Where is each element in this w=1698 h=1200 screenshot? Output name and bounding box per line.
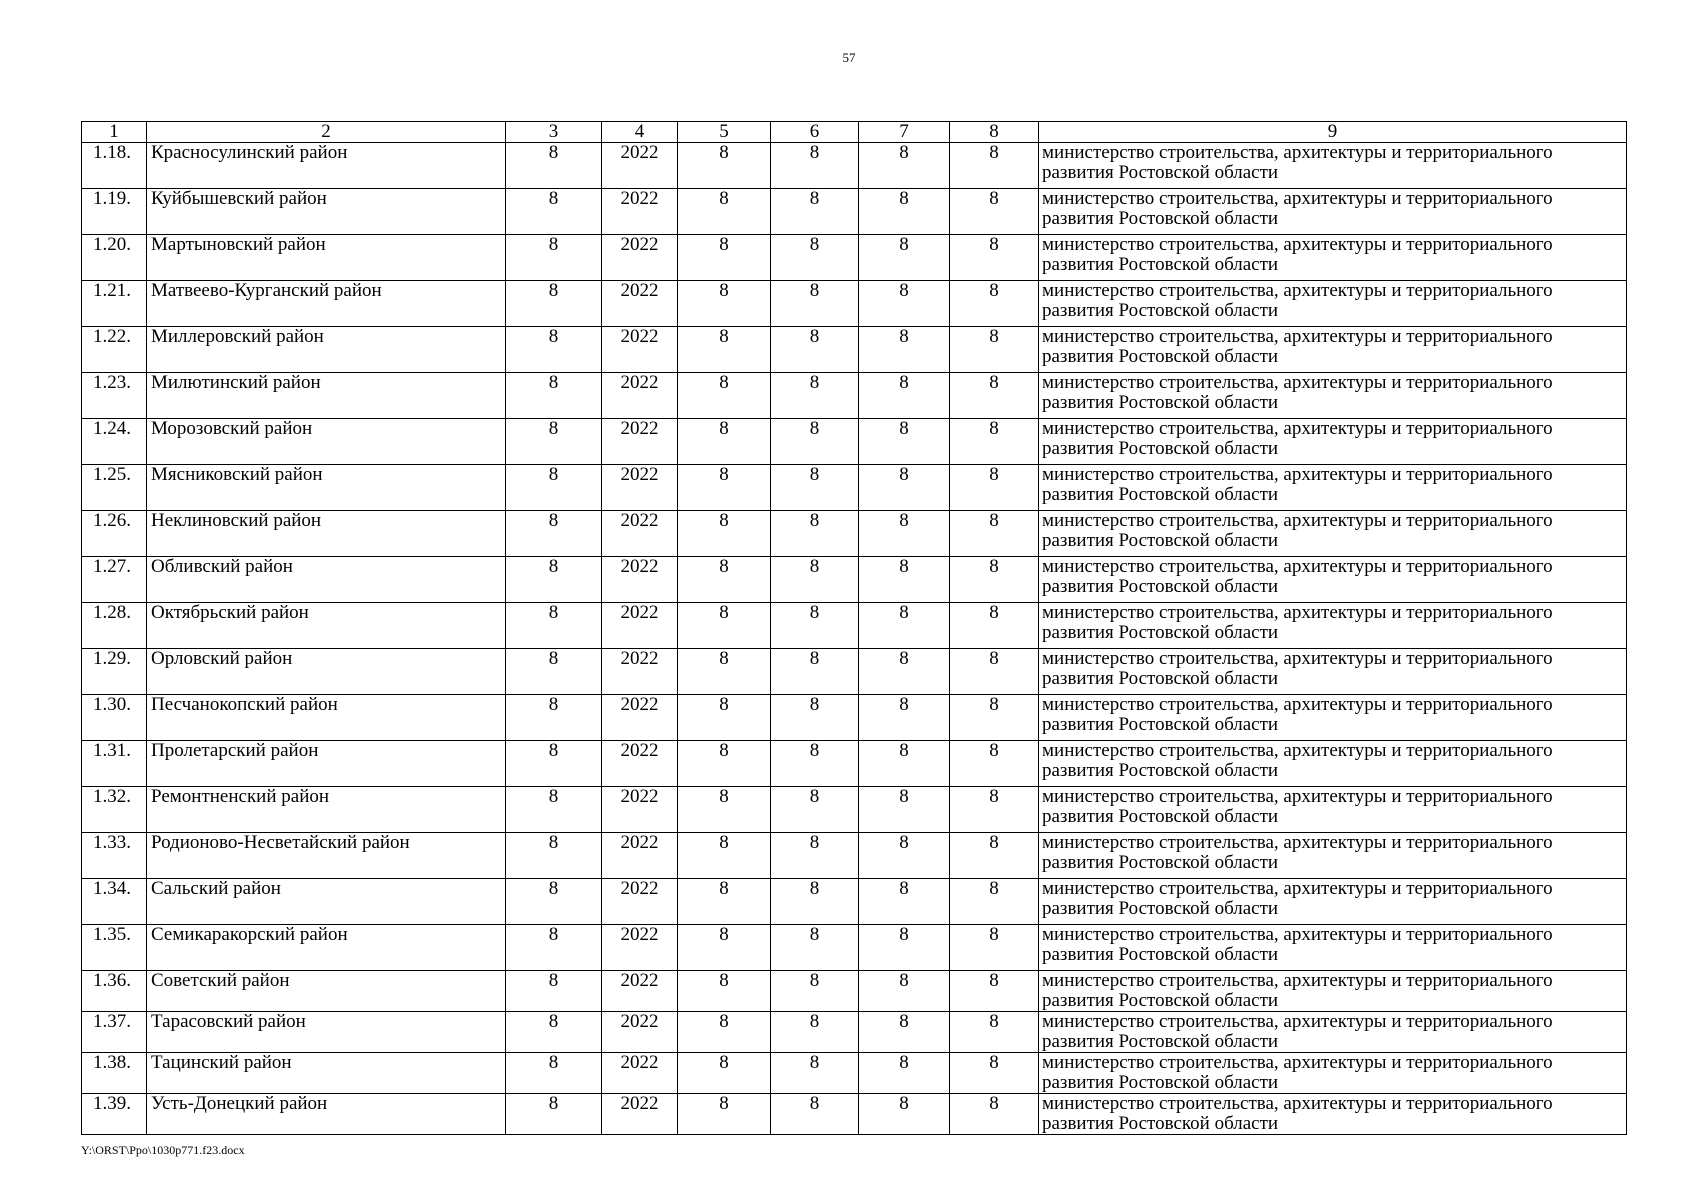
value-cell-col7: 8	[859, 695, 950, 741]
district-name-cell: Куйбышевский район	[147, 189, 506, 235]
value-cell-col7: 8	[859, 971, 950, 1012]
value-cell-col5: 8	[678, 511, 771, 557]
value-cell-col3: 8	[506, 1094, 602, 1135]
value-cell-col3: 8	[506, 741, 602, 787]
row-number-cell: 1.28.	[82, 603, 147, 649]
district-name-cell: Мартыновский район	[147, 235, 506, 281]
value-cell-col3: 8	[506, 143, 602, 189]
value-cell-col7: 8	[859, 925, 950, 971]
row-number-cell: 1.35.	[82, 925, 147, 971]
responsible-cell: министерство строительства, архитектуры и территориального развития Ростовской области	[1039, 327, 1627, 373]
footer-file-path: Y:\ORST\Ppo\1030p771.f23.docx	[81, 1143, 245, 1157]
responsible-cell: министерство строительства, архитектуры и территориального развития Ростовской области	[1039, 741, 1627, 787]
value-cell-col3: 8	[506, 787, 602, 833]
responsible-cell: министерство строительства, архитектуры и территориального развития Ростовской области	[1039, 1012, 1627, 1053]
value-cell-col3: 8	[506, 189, 602, 235]
table-row	[82, 281, 1627, 327]
value-cell-col8: 8	[950, 465, 1039, 511]
value-cell-col6: 8	[771, 1053, 859, 1094]
value-cell-col8: 8	[950, 787, 1039, 833]
value-cell-col3: 8	[506, 327, 602, 373]
value-cell-col8: 8	[950, 557, 1039, 603]
value-cell-col8: 8	[950, 419, 1039, 465]
value-cell-col5: 8	[678, 1053, 771, 1094]
value-cell-col8: 8	[950, 143, 1039, 189]
row-number-cell: 1.21.	[82, 281, 147, 327]
value-cell-col5: 8	[678, 925, 771, 971]
year-cell: 2022	[602, 281, 678, 327]
value-cell-col7: 8	[859, 143, 950, 189]
data-table	[81, 121, 1627, 1135]
row-number-cell: 1.32.	[82, 787, 147, 833]
value-cell-col8: 8	[950, 373, 1039, 419]
value-cell-col3: 8	[506, 373, 602, 419]
value-cell-col5: 8	[678, 419, 771, 465]
value-cell-col8: 8	[950, 281, 1039, 327]
value-cell-col5: 8	[678, 695, 771, 741]
value-cell-col6: 8	[771, 603, 859, 649]
responsible-cell: министерство строительства, архитектуры и территориального развития Ростовской области	[1039, 879, 1627, 925]
value-cell-col8: 8	[950, 695, 1039, 741]
responsible-cell: министерство строительства, архитектуры и территориального развития Ростовской области	[1039, 189, 1627, 235]
table-row	[82, 189, 1627, 235]
row-number-cell: 1.18.	[82, 143, 147, 189]
value-cell-col8: 8	[950, 189, 1039, 235]
value-cell-col7: 8	[859, 419, 950, 465]
responsible-cell: министерство строительства, архитектуры и территориального развития Ростовской области	[1039, 925, 1627, 971]
district-name-cell: Советский район	[147, 971, 506, 1012]
row-number-cell: 1.33.	[82, 833, 147, 879]
value-cell-col3: 8	[506, 833, 602, 879]
value-cell-col6: 8	[771, 143, 859, 189]
responsible-cell: министерство строительства, архитектуры и территориального развития Ростовской области	[1039, 787, 1627, 833]
value-cell-col8: 8	[950, 603, 1039, 649]
responsible-cell: министерство строительства, архитектуры и территориального развития Ростовской области	[1039, 1094, 1627, 1135]
table-row	[82, 465, 1627, 511]
value-cell-col6: 8	[771, 1094, 859, 1135]
row-number-cell: 1.29.	[82, 649, 147, 695]
district-name-cell: Усть-Донецкий район	[147, 1094, 506, 1135]
responsible-cell: министерство строительства, архитектуры и территориального развития Ростовской области	[1039, 281, 1627, 327]
row-number-cell: 1.27.	[82, 557, 147, 603]
column-header-4: 4	[602, 122, 678, 143]
table-row	[82, 879, 1627, 925]
district-name-cell: Матвеево-Курганский район	[147, 281, 506, 327]
value-cell-col6: 8	[771, 879, 859, 925]
table-row	[82, 1094, 1627, 1135]
value-cell-col8: 8	[950, 1053, 1039, 1094]
value-cell-col3: 8	[506, 419, 602, 465]
year-cell: 2022	[602, 603, 678, 649]
row-number-cell: 1.20.	[82, 235, 147, 281]
district-name-cell: Сальский район	[147, 879, 506, 925]
column-header-9: 9	[1039, 122, 1627, 143]
row-number-cell: 1.37.	[82, 1012, 147, 1053]
column-header-8: 8	[950, 122, 1039, 143]
row-number-cell: 1.34.	[82, 879, 147, 925]
district-name-cell: Милютинский район	[147, 373, 506, 419]
row-number-cell: 1.25.	[82, 465, 147, 511]
value-cell-col5: 8	[678, 649, 771, 695]
value-cell-col6: 8	[771, 189, 859, 235]
value-cell-col7: 8	[859, 327, 950, 373]
value-cell-col3: 8	[506, 511, 602, 557]
value-cell-col5: 8	[678, 741, 771, 787]
district-name-cell: Тацинский район	[147, 1053, 506, 1094]
year-cell: 2022	[602, 1012, 678, 1053]
year-cell: 2022	[602, 235, 678, 281]
value-cell-col5: 8	[678, 879, 771, 925]
responsible-cell: министерство строительства, архитектуры и территориального развития Ростовской области	[1039, 235, 1627, 281]
value-cell-col5: 8	[678, 557, 771, 603]
value-cell-col6: 8	[771, 971, 859, 1012]
district-name-cell: Ремонтненский район	[147, 787, 506, 833]
district-name-cell: Октябрьский район	[147, 603, 506, 649]
value-cell-col6: 8	[771, 833, 859, 879]
responsible-cell: министерство строительства, архитектуры и территориального развития Ростовской области	[1039, 1053, 1627, 1094]
value-cell-col6: 8	[771, 327, 859, 373]
table-row	[82, 1053, 1627, 1094]
value-cell-col6: 8	[771, 235, 859, 281]
value-cell-col3: 8	[506, 879, 602, 925]
year-cell: 2022	[602, 327, 678, 373]
value-cell-col6: 8	[771, 465, 859, 511]
row-number-cell: 1.31.	[82, 741, 147, 787]
value-cell-col7: 8	[859, 1094, 950, 1135]
value-cell-col7: 8	[859, 833, 950, 879]
district-name-cell: Песчанокопский район	[147, 695, 506, 741]
row-number-cell: 1.24.	[82, 419, 147, 465]
value-cell-col7: 8	[859, 1053, 950, 1094]
responsible-cell: министерство строительства, архитектуры и территориального развития Ростовской области	[1039, 373, 1627, 419]
responsible-cell: министерство строительства, архитектуры и территориального развития Ростовской области	[1039, 971, 1627, 1012]
year-cell: 2022	[602, 143, 678, 189]
value-cell-col5: 8	[678, 189, 771, 235]
year-cell: 2022	[602, 833, 678, 879]
page-number: 57	[842, 50, 856, 65]
value-cell-col6: 8	[771, 925, 859, 971]
table-row	[82, 511, 1627, 557]
row-number-cell: 1.22.	[82, 327, 147, 373]
value-cell-col6: 8	[771, 557, 859, 603]
value-cell-col6: 8	[771, 649, 859, 695]
value-cell-col8: 8	[950, 971, 1039, 1012]
year-cell: 2022	[602, 879, 678, 925]
year-cell: 2022	[602, 741, 678, 787]
row-number-cell: 1.36.	[82, 971, 147, 1012]
value-cell-col6: 8	[771, 695, 859, 741]
value-cell-col8: 8	[950, 1094, 1039, 1135]
value-cell-col8: 8	[950, 235, 1039, 281]
value-cell-col6: 8	[771, 1012, 859, 1053]
district-name-cell: Обливский район	[147, 557, 506, 603]
value-cell-col5: 8	[678, 235, 771, 281]
table-row	[82, 235, 1627, 281]
value-cell-col7: 8	[859, 235, 950, 281]
district-name-cell: Орловский район	[147, 649, 506, 695]
table-row	[82, 649, 1627, 695]
district-name-cell: Миллеровский район	[147, 327, 506, 373]
district-name-cell: Тарасовский район	[147, 1012, 506, 1053]
value-cell-col5: 8	[678, 465, 771, 511]
value-cell-col5: 8	[678, 373, 771, 419]
district-name-cell: Морозовский район	[147, 419, 506, 465]
value-cell-col3: 8	[506, 1053, 602, 1094]
table-row	[82, 557, 1627, 603]
table-row	[82, 695, 1627, 741]
table-header-row	[82, 122, 1627, 143]
year-cell: 2022	[602, 1094, 678, 1135]
value-cell-col7: 8	[859, 281, 950, 327]
year-cell: 2022	[602, 373, 678, 419]
value-cell-col3: 8	[506, 649, 602, 695]
value-cell-col5: 8	[678, 833, 771, 879]
column-header-2: 2	[147, 122, 506, 143]
table-row	[82, 787, 1627, 833]
responsible-cell: министерство строительства, архитектуры и территориального развития Ростовской области	[1039, 557, 1627, 603]
district-name-cell: Мясниковский район	[147, 465, 506, 511]
column-header-7: 7	[859, 122, 950, 143]
table-row	[82, 327, 1627, 373]
row-number-cell: 1.30.	[82, 695, 147, 741]
column-header-1: 1	[82, 122, 147, 143]
value-cell-col7: 8	[859, 741, 950, 787]
responsible-cell: министерство строительства, архитектуры и территориального развития Ростовской области	[1039, 603, 1627, 649]
value-cell-col3: 8	[506, 465, 602, 511]
year-cell: 2022	[602, 557, 678, 603]
value-cell-col8: 8	[950, 879, 1039, 925]
year-cell: 2022	[602, 465, 678, 511]
table-row	[82, 373, 1627, 419]
responsible-cell: министерство строительства, архитектуры и территориального развития Ростовской области	[1039, 833, 1627, 879]
value-cell-col6: 8	[771, 373, 859, 419]
value-cell-col3: 8	[506, 1012, 602, 1053]
value-cell-col7: 8	[859, 879, 950, 925]
value-cell-col3: 8	[506, 281, 602, 327]
value-cell-col7: 8	[859, 465, 950, 511]
value-cell-col3: 8	[506, 235, 602, 281]
value-cell-col7: 8	[859, 649, 950, 695]
column-header-3: 3	[506, 122, 602, 143]
table-row	[82, 741, 1627, 787]
value-cell-col5: 8	[678, 1094, 771, 1135]
responsible-cell: министерство строительства, архитектуры и территориального развития Ростовской области	[1039, 419, 1627, 465]
value-cell-col8: 8	[950, 925, 1039, 971]
district-name-cell: Семикаракорский район	[147, 925, 506, 971]
value-cell-col7: 8	[859, 557, 950, 603]
responsible-cell: министерство строительства, архитектуры и территориального развития Ростовской области	[1039, 695, 1627, 741]
row-number-cell: 1.19.	[82, 189, 147, 235]
table-row	[82, 143, 1627, 189]
value-cell-col5: 8	[678, 603, 771, 649]
value-cell-col3: 8	[506, 695, 602, 741]
value-cell-col6: 8	[771, 741, 859, 787]
value-cell-col6: 8	[771, 511, 859, 557]
responsible-cell: министерство строительства, архитектуры и территориального развития Ростовской области	[1039, 649, 1627, 695]
district-name-cell: Красносулинский район	[147, 143, 506, 189]
district-name-cell: Пролетарский район	[147, 741, 506, 787]
responsible-cell: министерство строительства, архитектуры и территориального развития Ростовской области	[1039, 511, 1627, 557]
value-cell-col5: 8	[678, 971, 771, 1012]
value-cell-col7: 8	[859, 787, 950, 833]
value-cell-col7: 8	[859, 189, 950, 235]
value-cell-col3: 8	[506, 925, 602, 971]
value-cell-col6: 8	[771, 419, 859, 465]
value-cell-col6: 8	[771, 281, 859, 327]
value-cell-col3: 8	[506, 603, 602, 649]
district-name-cell: Родионово-Несветайский район	[147, 833, 506, 879]
value-cell-col5: 8	[678, 787, 771, 833]
value-cell-col8: 8	[950, 327, 1039, 373]
year-cell: 2022	[602, 1053, 678, 1094]
row-number-cell: 1.38.	[82, 1053, 147, 1094]
value-cell-col7: 8	[859, 603, 950, 649]
year-cell: 2022	[602, 511, 678, 557]
value-cell-col6: 8	[771, 787, 859, 833]
year-cell: 2022	[602, 925, 678, 971]
table-row	[82, 419, 1627, 465]
value-cell-col8: 8	[950, 1012, 1039, 1053]
table-row	[82, 833, 1627, 879]
value-cell-col7: 8	[859, 1012, 950, 1053]
column-header-6: 6	[771, 122, 859, 143]
value-cell-col5: 8	[678, 1012, 771, 1053]
year-cell: 2022	[602, 419, 678, 465]
value-cell-col3: 8	[506, 971, 602, 1012]
value-cell-col8: 8	[950, 741, 1039, 787]
value-cell-col3: 8	[506, 557, 602, 603]
table-row	[82, 925, 1627, 971]
year-cell: 2022	[602, 787, 678, 833]
value-cell-col8: 8	[950, 511, 1039, 557]
value-cell-col8: 8	[950, 649, 1039, 695]
year-cell: 2022	[602, 189, 678, 235]
year-cell: 2022	[602, 649, 678, 695]
year-cell: 2022	[602, 971, 678, 1012]
year-cell: 2022	[602, 695, 678, 741]
responsible-cell: министерство строительства, архитектуры и территориального развития Ростовской области	[1039, 465, 1627, 511]
row-number-cell: 1.23.	[82, 373, 147, 419]
responsible-cell: министерство строительства, архитектуры и территориального развития Ростовской области	[1039, 143, 1627, 189]
district-name-cell: Неклиновский район	[147, 511, 506, 557]
value-cell-col7: 8	[859, 511, 950, 557]
table-row	[82, 1012, 1627, 1053]
row-number-cell: 1.26.	[82, 511, 147, 557]
value-cell-col5: 8	[678, 143, 771, 189]
table-row	[82, 971, 1627, 1012]
value-cell-col7: 8	[859, 373, 950, 419]
row-number-cell: 1.39.	[82, 1094, 147, 1135]
table-row	[82, 603, 1627, 649]
value-cell-col5: 8	[678, 281, 771, 327]
value-cell-col8: 8	[950, 833, 1039, 879]
value-cell-col5: 8	[678, 327, 771, 373]
column-header-5: 5	[678, 122, 771, 143]
